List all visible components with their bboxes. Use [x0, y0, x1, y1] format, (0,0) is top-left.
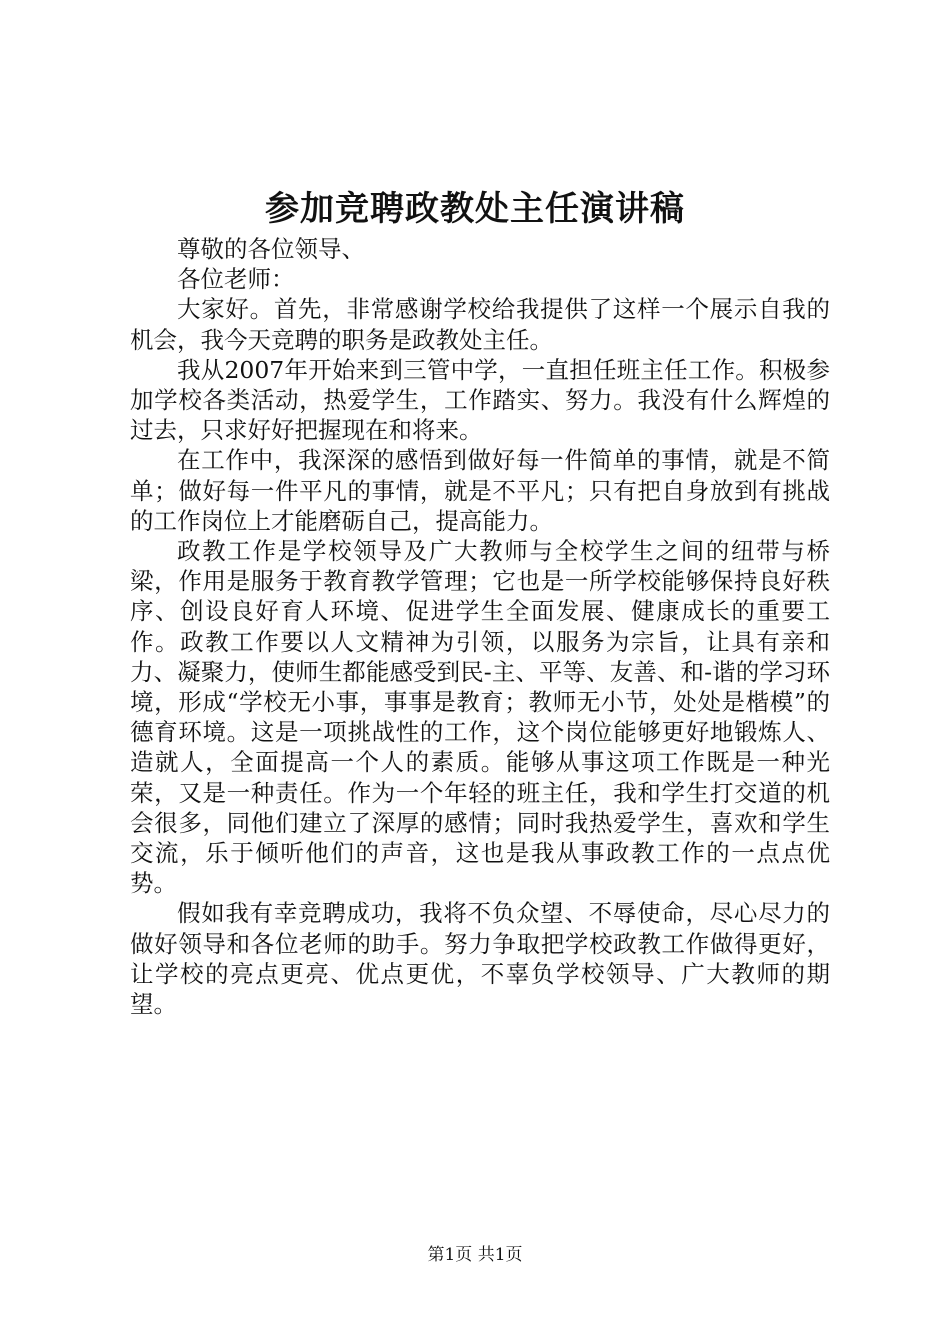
salutation-leaders: 尊敬的各位领导、 — [177, 235, 365, 263]
paragraph: 大家好。首先，非常感谢学校给我提供了这样一个展示自我的机会，我今天竞聘的职务是政教处主任。 — [130, 295, 830, 354]
salutation-teachers: 各位老师： — [177, 265, 295, 294]
paragraph: 我从2007年开始来到三管中学，一直担任班主任工作。积极参加学校各类活动，热爱学生，工作踏实、努力。我没有什么辉煌的过去，只求好好把握现在和将来。 — [130, 355, 830, 445]
document-body — [130, 234, 830, 1019]
paragraph: 假如我有幸竞聘成功，我将不负众望、不辱使命，尽心尽力的做好领导和各位老师的助手。努力争取把学校政教工作做得更好，让学校的亮点更亮、优点更优，不辜负学校领导、广大教师的期望。 — [130, 899, 830, 1019]
page-title: 参加竞聘政教处主任演讲稿 — [265, 189, 685, 229]
page-number-footer: 第1页 共1页 — [427, 1245, 523, 1265]
paragraph: 在工作中，我深深的感悟到做好每一件简单的事情，就是不简单；做好每一件平凡的事情，就是不平凡；只有把自身放到有挑战的工作岗位上才能磨砺自己，提高能力。 — [130, 446, 830, 535]
paragraph: 政教工作是学校领导及广大教师与全校学生之间的纽带与桥梁，作用是服务于教育教学管理；它也是一所学校能够保持良好秩序、创设良好育人环境、促进学生全面发展、健康成长的重要工作。政教工作要以人文精神为引领，以服务为宗旨，让具有亲和力、凝聚力，使师生都能感受到民-主、平等、友善、和-谐的学习环境，形成“学校无小事，事事是教育；教师无小节，处处是楷模”的德育环境。这是一项挑战性的工作，这个岗位能够更好地锻炼人、造就人，全面提高一个人的素质。能够从事这项工作既是一种光荣，又是一种责任。作为一个年轻的班主任，我和学生打交道的机会很多，同他们建立了深厚的感情；同时我热爱学生，喜欢和学生交流，乐于倾听他们的声音，这也是我从事政教工作的一点点优势。 — [130, 537, 830, 898]
